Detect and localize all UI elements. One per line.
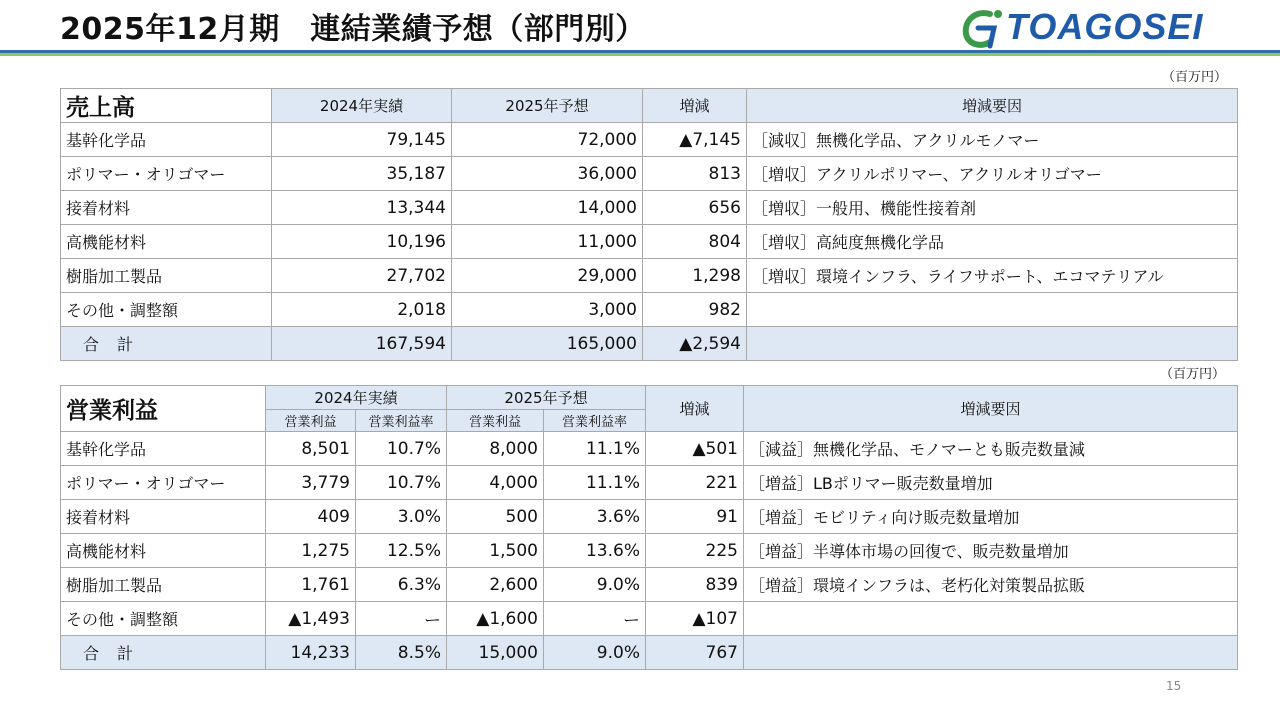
margin-total-2025: 9.0% [544, 636, 646, 670]
margin-2025: ー [544, 602, 646, 636]
profit-unit-label: （百万円） [1160, 367, 1226, 382]
profit-table [60, 385, 1238, 670]
segment-name: 基幹化学品 [61, 123, 272, 157]
profit-diff: 839 [646, 568, 744, 602]
profit-2025: 1,500 [447, 534, 544, 568]
table-row [61, 123, 1238, 157]
profit-diff: 221 [646, 466, 744, 500]
table-row [61, 602, 1238, 636]
profit-section-title: 営業利益 [61, 386, 266, 432]
margin-2024: 10.7% [356, 466, 447, 500]
profit-2024: 1,275 [266, 534, 356, 568]
margin-2025: 11.1% [544, 466, 646, 500]
profit-diff: 91 [646, 500, 744, 534]
profit-sub-2024-profit: 営業利益 [266, 410, 356, 432]
margin-2024: 10.7% [356, 432, 447, 466]
sales-diff: 982 [643, 293, 747, 327]
segment-name: ポリマー・オリゴマー [61, 157, 272, 191]
segment-name: 基幹化学品 [61, 432, 266, 466]
profit-reason: ［増益］モビリティ向け販売数量増加 [744, 500, 1238, 534]
logo-mark-icon [960, 6, 1006, 50]
profit-reason: ［増益］LBポリマー販売数量増加 [744, 466, 1238, 500]
sales-2025: 29,000 [452, 259, 643, 293]
profit-total-diff: 767 [646, 636, 744, 670]
sales-reason: ［増収］一般用、機能性接着剤 [747, 191, 1238, 225]
segment-name: 接着材料 [61, 191, 272, 225]
profit-reason: ［減益］無機化学品、モノマーとも販売数量減 [744, 432, 1238, 466]
sales-total-reason [747, 327, 1238, 361]
segment-name: 接着材料 [61, 500, 266, 534]
sales-diff: 1,298 [643, 259, 747, 293]
margin-2025: 11.1% [544, 432, 646, 466]
segment-name: ポリマー・オリゴマー [61, 466, 266, 500]
margin-2024: ー [356, 602, 447, 636]
profit-total-2025: 15,000 [447, 636, 544, 670]
table-row [61, 225, 1238, 259]
sales-2024: 2,018 [272, 293, 452, 327]
profit-diff: ▲107 [646, 602, 744, 636]
sales-total-2024: 167,594 [272, 327, 452, 361]
profit-reason: ［増益］環境インフラは、老朽化対策製品拡販 [744, 568, 1238, 602]
profit-reason: ［増益］半導体市場の回復で、販売数量増加 [744, 534, 1238, 568]
profit-total-2024: 14,233 [266, 636, 356, 670]
total-label: 合計 [61, 327, 272, 361]
sales-reason [747, 293, 1238, 327]
sales-reason: ［減収］無機化学品、アクリルモノマー [747, 123, 1238, 157]
profit-diff: ▲501 [646, 432, 744, 466]
margin-2024: 3.0% [356, 500, 447, 534]
table-row [61, 568, 1238, 602]
margin-2024: 12.5% [356, 534, 447, 568]
sales-col-reason: 増減要因 [747, 89, 1238, 123]
sales-2025: 11,000 [452, 225, 643, 259]
margin-2025: 13.6% [544, 534, 646, 568]
sales-2025: 3,000 [452, 293, 643, 327]
margin-2025: 3.6% [544, 500, 646, 534]
profit-sub-2025-margin: 営業利益率 [544, 410, 646, 432]
profit-sub-2025-profit: 営業利益 [447, 410, 544, 432]
profit-col-reason: 増減要因 [744, 386, 1238, 432]
table-row [61, 293, 1238, 327]
sales-reason: ［増収］環境インフラ、ライフサポート、エコマテリアル [747, 259, 1238, 293]
profit-col-diff: 増減 [646, 386, 744, 432]
profit-header-row [61, 386, 1238, 410]
profit-total-reason [744, 636, 1238, 670]
profit-2025: 2,600 [447, 568, 544, 602]
profit-2024: 8,501 [266, 432, 356, 466]
sales-section-title: 売上高 [61, 89, 272, 123]
sales-diff: 804 [643, 225, 747, 259]
sales-2024: 79,145 [272, 123, 452, 157]
segment-name: 高機能材料 [61, 534, 266, 568]
profit-2025: 500 [447, 500, 544, 534]
profit-group-2024: 2024年実績 [266, 386, 447, 410]
sales-reason: ［増収］高純度無機化学品 [747, 225, 1238, 259]
segment-name: その他・調整額 [61, 602, 266, 636]
table-row [61, 432, 1238, 466]
margin-total-2024: 8.5% [356, 636, 447, 670]
profit-reason [744, 602, 1238, 636]
profit-2025: 8,000 [447, 432, 544, 466]
sales-unit-label: （百万円） [1162, 70, 1228, 85]
table-row [61, 157, 1238, 191]
sales-2025: 36,000 [452, 157, 643, 191]
segment-name: その他・調整額 [61, 293, 272, 327]
sales-total-2025: 165,000 [452, 327, 643, 361]
profit-2024: 409 [266, 500, 356, 534]
page-number: 15 [1166, 679, 1182, 693]
sales-2025: 14,000 [452, 191, 643, 225]
company-logo [960, 6, 1270, 50]
profit-2024: 1,761 [266, 568, 356, 602]
sales-header-row [61, 89, 1238, 123]
profit-diff: 225 [646, 534, 744, 568]
sales-diff: 813 [643, 157, 747, 191]
logo-text: TOAGOSEI [1006, 6, 1204, 47]
segment-name: 高機能材料 [61, 225, 272, 259]
sales-2025: 72,000 [452, 123, 643, 157]
sales-total-row [61, 327, 1238, 361]
table-row [61, 466, 1238, 500]
segment-name: 樹脂加工製品 [61, 568, 266, 602]
sales-col-2024: 2024年実績 [272, 89, 452, 123]
profit-2025: ▲1,600 [447, 602, 544, 636]
sales-col-2025: 2025年予想 [452, 89, 643, 123]
page-title: 2025年12月期 連結業績予想（部門別） [60, 12, 646, 47]
table-row [61, 534, 1238, 568]
profit-2025: 4,000 [447, 466, 544, 500]
sales-2024: 27,702 [272, 259, 452, 293]
table-row [61, 500, 1238, 534]
sales-reason: ［増収］アクリルポリマー、アクリルオリゴマー [747, 157, 1238, 191]
sales-diff: 656 [643, 191, 747, 225]
margin-2024: 6.3% [356, 568, 447, 602]
profit-sub-2024-margin: 営業利益率 [356, 410, 447, 432]
sales-total-diff: ▲2,594 [643, 327, 747, 361]
sales-diff: ▲7,145 [643, 123, 747, 157]
sales-2024: 13,344 [272, 191, 452, 225]
profit-total-row [61, 636, 1238, 670]
margin-2025: 9.0% [544, 568, 646, 602]
sales-table [60, 88, 1238, 361]
total-label: 合計 [61, 636, 266, 670]
sales-2024: 35,187 [272, 157, 452, 191]
segment-name: 樹脂加工製品 [61, 259, 272, 293]
sales-2024: 10,196 [272, 225, 452, 259]
table-row [61, 191, 1238, 225]
table-row [61, 259, 1238, 293]
profit-2024: ▲1,493 [266, 602, 356, 636]
header-divider [0, 50, 1280, 56]
sales-col-diff: 増減 [643, 89, 747, 123]
profit-2024: 3,779 [266, 466, 356, 500]
profit-group-2025: 2025年予想 [447, 386, 646, 410]
